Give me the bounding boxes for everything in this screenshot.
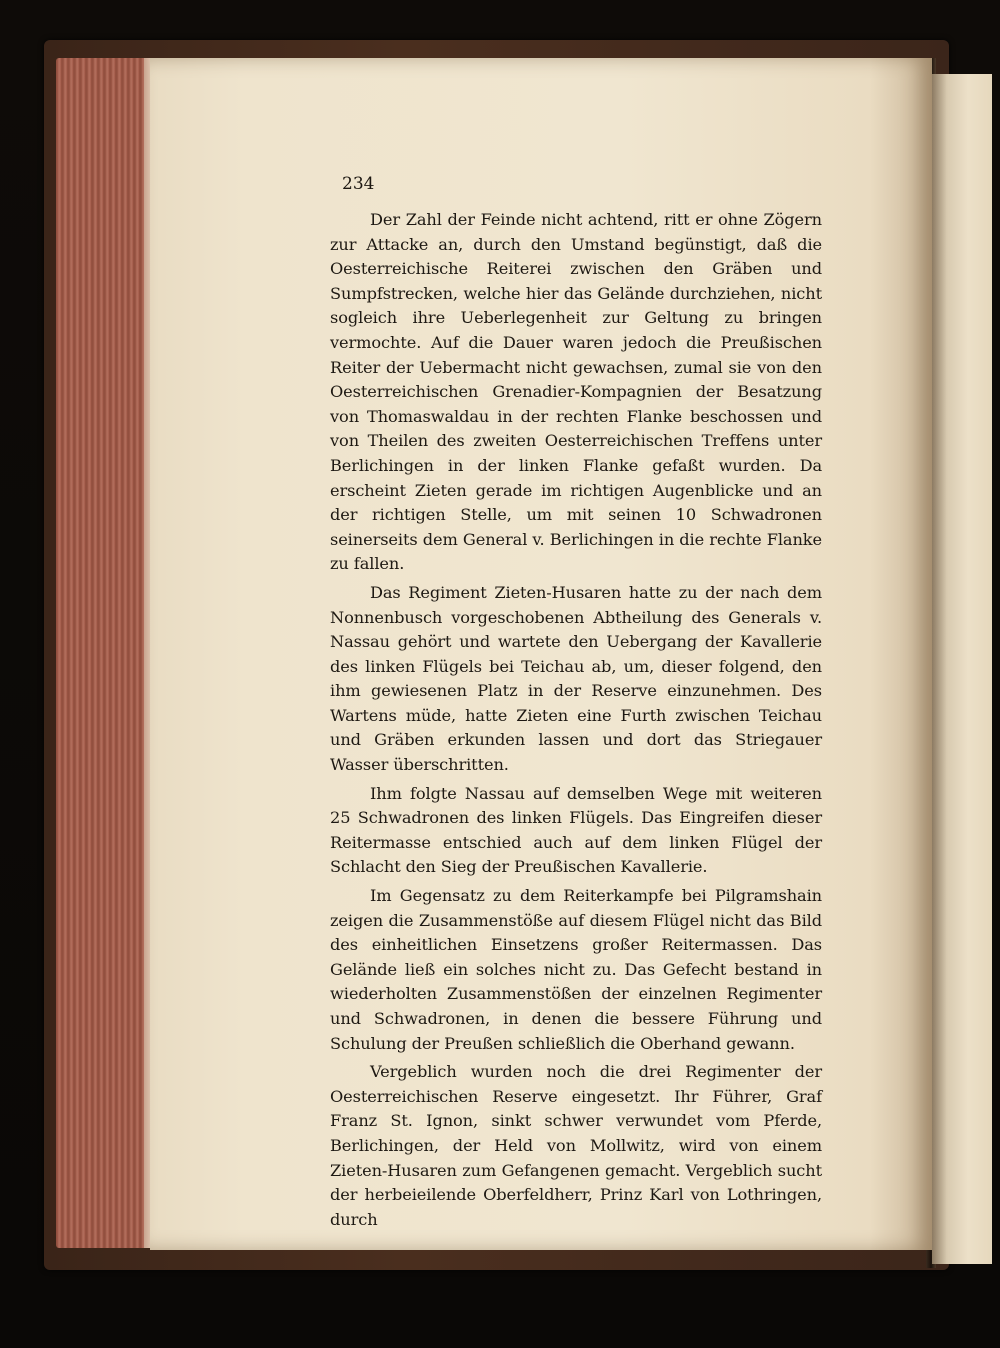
paragraph: Vergeblich wurden noch die drei Regimenter der Oesterreichischen Reserve eingesetzt. Ihr Führer, Graf Franz St. Ignon, sinkt schwer verwundet vom Pferde, Berlichingen, der Held von Mollwitz, wird von einem Zieten-Husaren zum Gefangenen gemacht. Vergeblich sucht der herbeieilende Oberfeldherr, Prinz Karl von Lothringen, durch <box>330 1062 822 1229</box>
paragraph: Im Gegensatz zu dem Reiterkampfe bei Pilgramshain zeigen die Zusammenstöße auf diesem Flügel nicht das Bild des einheitlichen Einsetzens großer Reitermassen. Das Gelände ließ ein solches nicht zu. Das Gefecht bestand in wiederholten Zusammenstößen der einzelnen Regimenter und Schwadronen, in denen die bessere Führung und Schulung der Preußen schließlich die Oberhand gewann. <box>330 886 822 1053</box>
paragraph: Das Regiment Zieten-Husaren hatte zu der nach dem Nonnenbusch vorgeschobenen Abtheilung des Generals v. Nassau gehört und wartete den Uebergang der Kavallerie des linken Flügels bei Teichau ab, um, dieser folgend, den ihm gewiesenen Platz in der Reserve einzunehmen. Des Wartens müde, hatte Zieten eine Furth zwischen Teichau und Gräben erkunden lassen und dort das Striegauer Wasser überschritten. <box>330 582 822 775</box>
page-body <box>330 208 822 1236</box>
page-block-edge <box>56 58 154 1248</box>
paragraph: Der Zahl der Feinde nicht achtend, ritt er ohne Zögern zur Attacke an, durch den Umstand begünstigt, daß die Oesterreichische Reiterei zwischen den Gräben und Sumpfstrecken, welche hier das Gelände durchziehen, nicht sogleich ihre Ueberlegenheit zur Geltung zu bringen vermochte. Auf die Dauer waren jedoch die Preußischen Reiter der Uebermacht nicht gewachsen, zumal sie von den Oesterreichischen Grenadier-Kompagnien der Besatzung von Thomaswaldau in der rechten Flanke beschossen und von Theilen des zweiten Oesterreichischen Treffens unter Berlichingen in der linken Flanke gefaßt wurden. Da erscheint Zieten gerade im richtigen Augenblicke und an der richtigen Stelle, um mit seinen 10 Schwadronen seinerseits dem General v. Berlichingen in die rechte Flanke zu fallen. <box>330 210 822 574</box>
paragraph: Ihm folgte Nassau auf demselben Wege mit weiteren 25 Schwadronen des linken Flügels. Das Eingreifen dieser Reitermasse entschied auch auf dem linken Flügel der Schlacht den Sieg der Preußischen Kavallerie. <box>330 783 822 877</box>
facing-page <box>932 74 992 1264</box>
page-number: 234 <box>342 174 375 194</box>
